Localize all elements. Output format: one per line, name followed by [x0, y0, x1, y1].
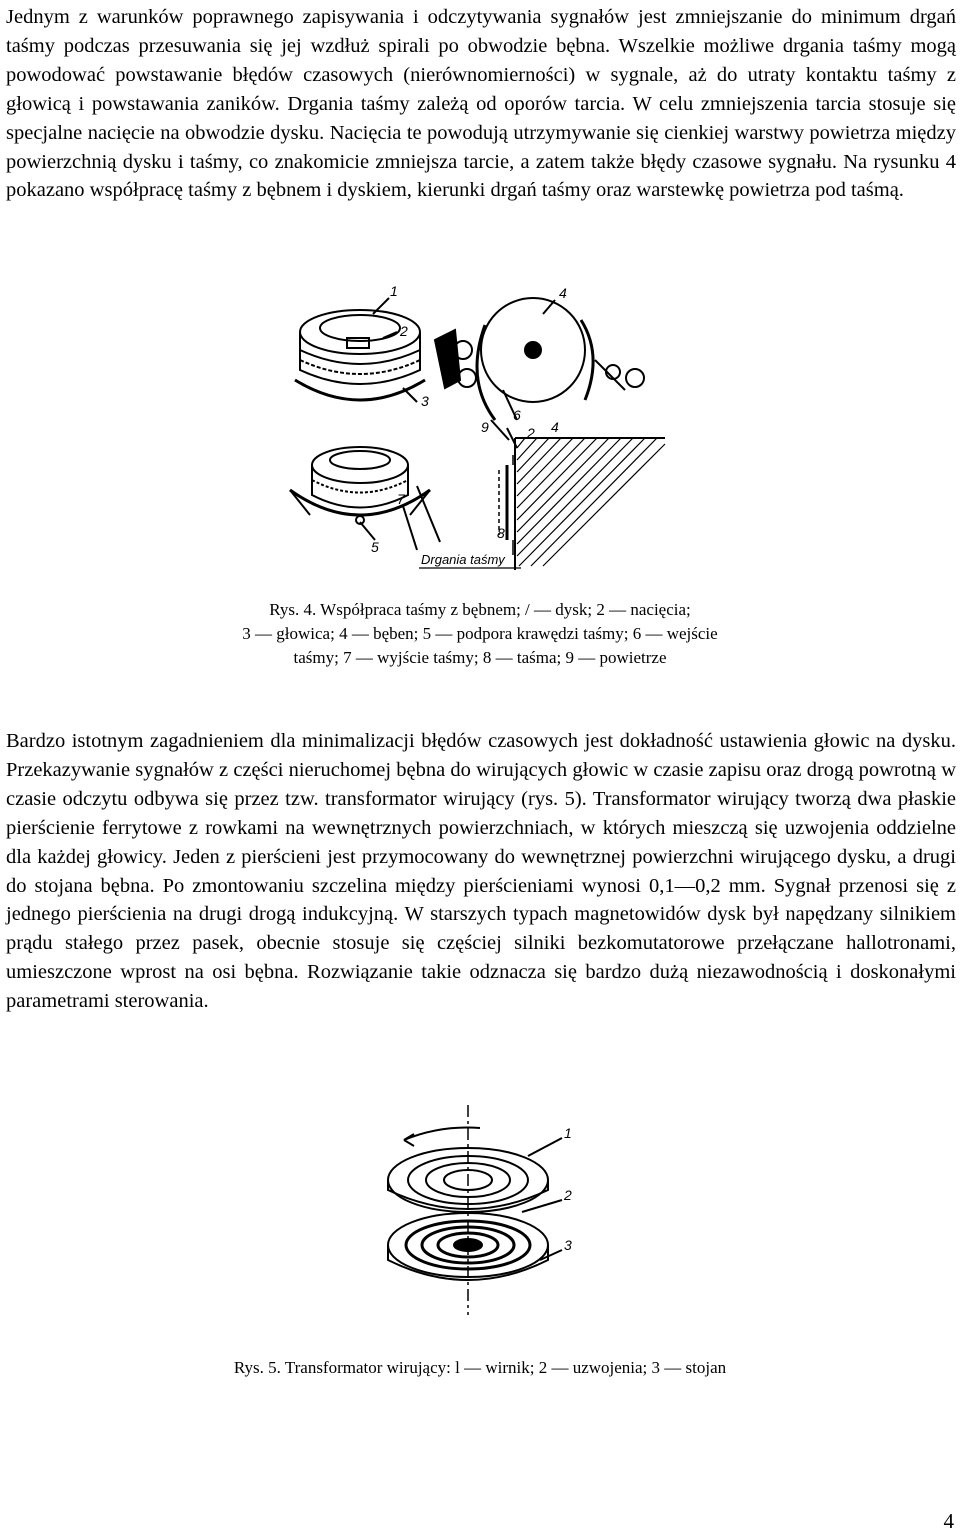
fig4-label-3: 3 — [421, 393, 429, 409]
fig4-label-8: 8 — [497, 525, 505, 541]
fig4-label-5: 5 — [371, 539, 379, 555]
fig5-label-2: 2 — [564, 1187, 572, 1203]
fig4-label-1: 1 — [390, 283, 398, 299]
fig4-label-9: 9 — [481, 419, 489, 435]
fig4-label-4: 4 — [559, 285, 567, 301]
figure-4-tape-drum-illustration — [285, 280, 675, 578]
paragraph-1: Jednym z warunków poprawnego zapisywania i odczytywania sygnałów jest zmniejszanie do minimum drgań taśmy podczas przesuwania się jej wzdłuż spirali po obwodzie bębna. Wszelkie możliwe drgania taśmy mogą powodować powstawanie błędów czasowych (nierównomierności) w sygnale, aż do utraty kontaktu taśmy z głowicą i powstawania zaników. Drgania taśmy zależą od oporów tarcia. W celu zmniejszenia tarcia stosuje się specjalne nacięcie na obwodzie dysku. Nacięcia te powodują utrzymywanie się cienkiej warstwy powietrza między powierzchnią dysku i taśmy, co znakomicie zmniejsza tarcie, a zatem także błędy czasowe sygnału. Na rysunku 4 pokazano współpracę taśmy z bębnem i dyskiem, kierunki drgań taśmy oraz warstewkę powietrza pod taśmą. — [6, 6, 956, 202]
figure-4-caption-line-1: Rys. 4. Współpraca taśmy z bębnem; / — dysk; 2 — nacięcia; — [269, 600, 691, 619]
figure-4-caption — [0, 598, 960, 670]
fig4-label-2: 2 — [400, 323, 408, 339]
figure-5-caption: Rys. 5. Transformator wirujący: l — wirnik; 2 — uzwojenia; 3 — stojan — [233, 1358, 727, 1377]
fig4-label-2b: 2 — [527, 425, 535, 441]
fig5-label-1: 1 — [564, 1125, 572, 1141]
page-number: 4 — [943, 1509, 954, 1533]
fig4-label-4b: 4 — [551, 419, 559, 435]
figure-4-caption-line-2: 3 — głowica; 4 — bęben; 5 — podpora krawędzi taśmy; 6 — wejście — [242, 624, 718, 643]
fig4-label-drgania: Drgania taśmy — [421, 552, 505, 567]
figure-5-rotating-transformer-illustration — [380, 1100, 600, 1325]
fig5-label-3: 3 — [564, 1237, 572, 1253]
fig4-label-6: 6 — [513, 407, 521, 423]
paragraph-2: Bardzo istotnym zagadnieniem dla minimalizacji błędów czasowych jest dokładność ustawienia głowic na dysku. Przekazywanie sygnałów z części nieruchomej bębna do wirujących głowic w czasie zapisu oraz drogą powrotną w czasie odczytu odbywa się przez tzw. transformator wirujący (rys. 5). Transformator wirujący tworzą dwa płaskie pierścienie ferrytowe z rowkami na wewnętrznych powierzchniach, w których mieszczą się uzwojenia oddzielne dla każdej głowicy. Jeden z pierścieni jest przymocowany do wewnętrznej powierzchni wirującego dysku, a drugi do stojana bębna. Po zmontowaniu szczelina między pierścieniami wynosi 0,1—0,2 mm. Sygnał przenosi się z jednego pierścienia na drugi drogą indukcyjną. W starszych typach magnetowidów dysk był napędzany silnikiem prądu stałego przez pasek, obecnie stosuje się częściej silniki bezkomutatorowe przełączane hallotronami, umieszczone wprost na osi bębna. Rozwiązanie takie odznacza się bardzo dużą niezawodnością i doskonałymi parametrami sterowania. — [6, 730, 956, 1013]
fig4-label-7: 7 — [397, 491, 405, 507]
figure-4-caption-line-3: taśmy; 7 — wyjście taśmy; 8 — taśma; 9 — powietrze — [293, 648, 667, 667]
